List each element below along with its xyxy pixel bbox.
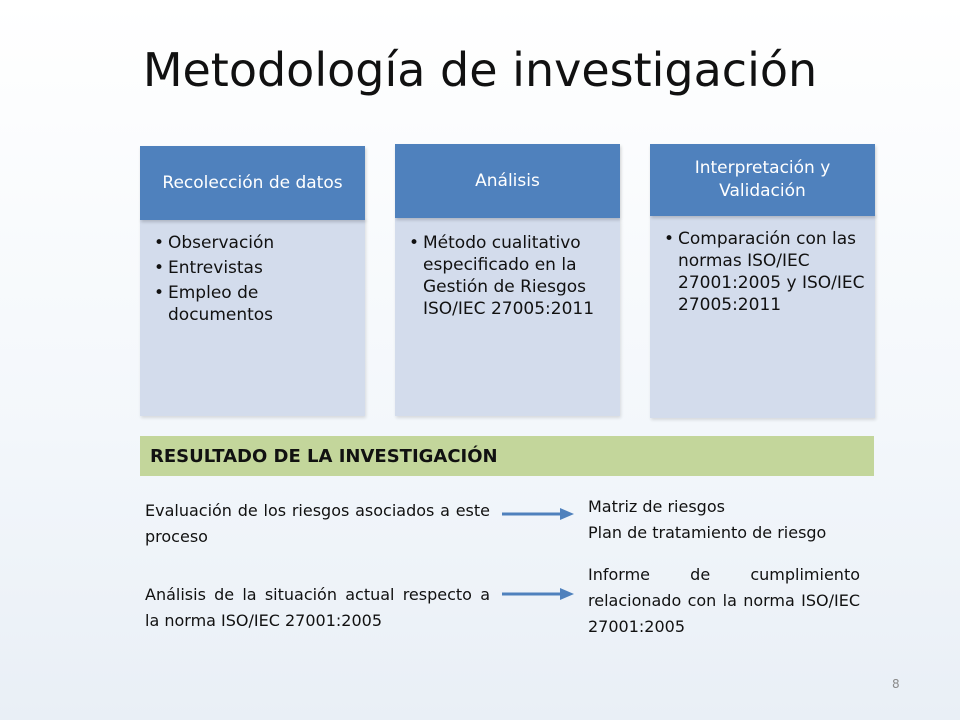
result-output-line: Plan de tratamiento de riesgo <box>588 523 827 542</box>
result-heading: RESULTADO DE LA INVESTIGACIÓN <box>140 436 874 476</box>
list-item: • Método cualitativo especificado en la Gestión de Riesgos ISO/IEC 27005:2011 <box>403 232 613 320</box>
page-number: 8 <box>892 677 900 691</box>
column-header: Interpretación y Validación <box>650 144 875 216</box>
result-output-text: Informe de cumplimiento relacionado con la norma ISO/IEC 27001:2005 <box>588 565 860 636</box>
arrow-right-icon <box>500 584 576 604</box>
column-body <box>140 218 365 416</box>
list-item: • Empleo de documentos <box>148 282 358 326</box>
column-body <box>650 214 875 418</box>
slide-title: Metodología de investigación <box>142 43 818 97</box>
column-body <box>395 218 620 416</box>
result-input-text: Evaluación de los riesgos asociados a este proceso <box>145 501 490 546</box>
list-item: • Comparación con las normas ISO/IEC 27001:2005 y ISO/IEC 27005:2011 <box>658 228 870 316</box>
result-input-text: Análisis de la situación actual respecto a la norma ISO/IEC 27001:2005 <box>145 585 490 630</box>
column-header: Recolección de datos <box>140 146 365 220</box>
list-item: • Observación <box>148 232 358 254</box>
list-item: • Entrevistas <box>148 257 358 279</box>
column-list <box>658 228 870 319</box>
result-output-line: Matriz de riesgos <box>588 497 725 516</box>
column-header: Análisis <box>395 144 620 218</box>
column-list <box>148 232 358 329</box>
result-output-block <box>588 494 888 546</box>
column-list <box>403 232 613 323</box>
arrow-right-icon <box>500 504 576 524</box>
